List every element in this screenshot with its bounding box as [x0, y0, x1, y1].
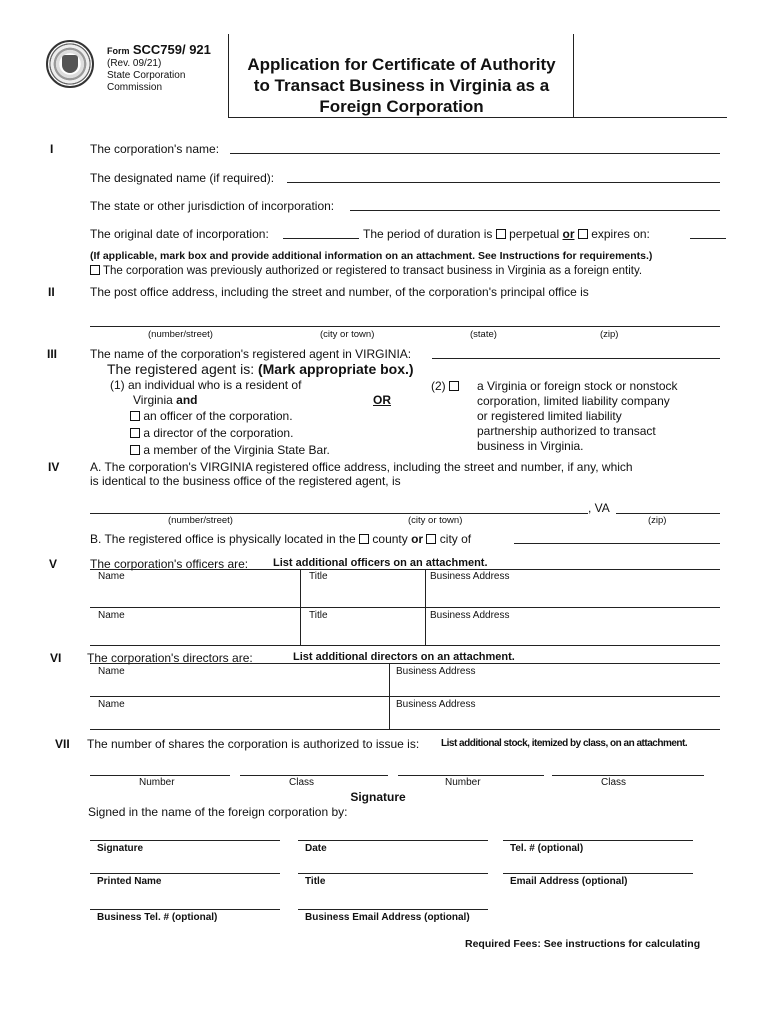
- shares-number-field-1[interactable]: [90, 775, 230, 776]
- caption-zip: (zip): [600, 329, 619, 340]
- option2-header: (2): [431, 379, 459, 393]
- directors-attach-note: List additional directors on an attachment.: [293, 651, 515, 663]
- director-row-1[interactable]: [90, 696, 720, 697]
- perpetual-checkbox[interactable]: [496, 229, 506, 239]
- option-or: OR: [373, 393, 391, 407]
- officer-name-header-2: Name: [98, 610, 125, 621]
- va-label: , VA: [588, 501, 610, 515]
- corp-name-label: The corporation's name:: [90, 142, 220, 156]
- section-number-5: V: [49, 557, 58, 571]
- caption-street-2: (number/street): [168, 515, 233, 526]
- caption-state: (state): [470, 329, 497, 340]
- officer-address-header: Business Address: [430, 571, 510, 582]
- physical-location-row: B. The registered office is physically located in the county or city of: [90, 532, 472, 546]
- jurisdiction-label: The state or other jurisdiction of incorporation:: [90, 199, 335, 213]
- section-number-4: IV: [48, 460, 60, 474]
- office-address-line2: is identical to the business office of the registered agent, is: [90, 474, 401, 488]
- office-zip-field[interactable]: [616, 513, 720, 514]
- directors-label: The corporation's directors are:: [87, 651, 253, 665]
- form-number-line: [107, 42, 211, 57]
- org-line-1: State Corporation: [107, 70, 186, 81]
- caption-number-1: Number: [139, 777, 175, 788]
- county-checkbox[interactable]: [359, 534, 369, 544]
- signature-field[interactable]: [90, 840, 280, 841]
- bar-member-option: a member of the Virginia State Bar.: [130, 443, 330, 457]
- director-name-header-2: Name: [98, 699, 125, 710]
- form-revision: (Rev. 09/21): [107, 58, 162, 69]
- bar-member-checkbox[interactable]: [130, 445, 140, 455]
- caption-number-2: Number: [445, 777, 481, 788]
- org-line-2: Commission: [107, 82, 163, 93]
- form-number: SCC759/ 921: [132, 42, 211, 57]
- section-number-7: VII: [55, 737, 70, 751]
- po-address-field[interactable]: [90, 326, 720, 327]
- caption-city: (city or town): [320, 329, 375, 340]
- form-prefix: Form: [107, 46, 130, 56]
- tel-caption: Tel. # (optional): [510, 843, 584, 854]
- signed-in-label: Signed in the name of the foreign corporation by:: [88, 805, 348, 819]
- required-fees-note: Required Fees: See instructions for calculating: [465, 938, 701, 950]
- jurisdiction-field[interactable]: [350, 210, 720, 211]
- caption-street: (number/street): [148, 329, 213, 340]
- prev-auth-checkbox[interactable]: [90, 265, 100, 275]
- section-number-3: III: [47, 347, 58, 361]
- title-field[interactable]: [298, 873, 488, 874]
- option1-line1: (1) an individual who is a resident of: [110, 378, 302, 392]
- caption-city-2: (city or town): [408, 515, 463, 526]
- shares-number-field-2[interactable]: [398, 775, 544, 776]
- option2-text: a Virginia or foreign stock or nonstock corporation, limited liability company or registered limited liability partnership authorized to transact business in Virginia.: [477, 379, 678, 453]
- officer-row-2[interactable]: [90, 645, 720, 646]
- caption-class-1: Class: [289, 777, 315, 788]
- director-address-header-2: Business Address: [396, 699, 476, 710]
- city-checkbox[interactable]: [426, 534, 436, 544]
- attachment-note: (If applicable, mark box and provide additional information on an attachment. See Instructions for requirements.): [90, 250, 653, 262]
- business-tel-field[interactable]: [90, 909, 280, 910]
- shares-label: The number of shares the corporation is authorized to issue is:: [87, 737, 420, 751]
- corp-name-field[interactable]: [230, 153, 720, 154]
- officers-attach-note: List additional officers on an attachment.: [273, 557, 488, 569]
- incorporation-date-field[interactable]: [283, 238, 359, 239]
- entity-agent-checkbox[interactable]: [449, 381, 459, 391]
- email-caption: Email Address (optional): [510, 876, 628, 887]
- tel-field[interactable]: [503, 840, 693, 841]
- business-tel-caption: Business Tel. # (optional): [97, 912, 218, 923]
- page-title: Application for Certificate of Authority to Transact Business in Virginia as a Foreign Corporation: [247, 55, 556, 116]
- virginia-state-seal-icon: [46, 40, 94, 88]
- date-caption: Date: [305, 843, 327, 854]
- agent-name-field[interactable]: [432, 358, 720, 359]
- director-checkbox[interactable]: [130, 428, 140, 438]
- officer-option: an officer of the corporation.: [130, 409, 293, 423]
- officer-name-header: Name: [98, 571, 125, 582]
- option1-line2: Virginia and: [133, 393, 198, 407]
- officer-address-header-2: Business Address: [430, 610, 510, 621]
- officers-label: The corporation's officers are:: [90, 557, 249, 571]
- shares-class-field-2[interactable]: [552, 775, 704, 776]
- title-caption: Title: [305, 876, 326, 887]
- caption-class-2: Class: [601, 777, 627, 788]
- prev-auth-row: The corporation was previously authorized or registered to transact business in Virginia as a foreign entity.: [90, 265, 642, 277]
- printed-name-field[interactable]: [90, 873, 280, 874]
- duration-row: The period of duration is perpetual or expires on:: [363, 227, 650, 241]
- office-address-line1: A. The corporation's VIRGINIA registered office address, including the street and number, if any, which: [90, 460, 633, 474]
- po-address-label: The post office address, including the street and number, of the corporation's principal office is: [90, 285, 589, 299]
- shares-class-field-1[interactable]: [240, 775, 388, 776]
- incorporation-date-label: The original date of incorporation:: [90, 227, 269, 241]
- date-field[interactable]: [298, 840, 488, 841]
- officer-title-header: Title: [309, 571, 328, 582]
- expires-checkbox[interactable]: [578, 229, 588, 239]
- city-name-field[interactable]: [514, 543, 720, 544]
- officer-row-1[interactable]: [90, 607, 720, 608]
- section-number-1: I: [50, 142, 54, 156]
- officer-checkbox[interactable]: [130, 411, 140, 421]
- business-email-caption: Business Email Address (optional): [305, 912, 470, 923]
- director-row-2[interactable]: [90, 729, 720, 730]
- officer-title-header-2: Title: [309, 610, 328, 621]
- section-number-2: II: [48, 285, 55, 299]
- expires-date-field[interactable]: [690, 238, 726, 239]
- email-field[interactable]: [503, 873, 693, 874]
- agent-name-label: The name of the corporation's registered agent in VIRGINIA:: [90, 347, 412, 361]
- designated-name-field[interactable]: [287, 182, 720, 183]
- printed-name-caption: Printed Name: [97, 876, 162, 887]
- director-address-header: Business Address: [396, 666, 476, 677]
- designated-name-label: The designated name (if required):: [90, 171, 275, 185]
- signature-heading: Signature: [350, 790, 406, 804]
- director-name-header: Name: [98, 666, 125, 677]
- caption-zip-2: (zip): [648, 515, 667, 526]
- shares-attach-note: List additional stock, itemized by class, on an attachment.: [441, 738, 688, 749]
- signature-caption: Signature: [97, 843, 144, 854]
- office-address-field[interactable]: [90, 513, 588, 514]
- business-email-field[interactable]: [298, 909, 488, 910]
- section-number-6: VI: [50, 651, 62, 665]
- director-option: a director of the corporation.: [130, 426, 293, 440]
- agent-is-line: The registered agent is: (Mark appropriate box.): [107, 361, 414, 377]
